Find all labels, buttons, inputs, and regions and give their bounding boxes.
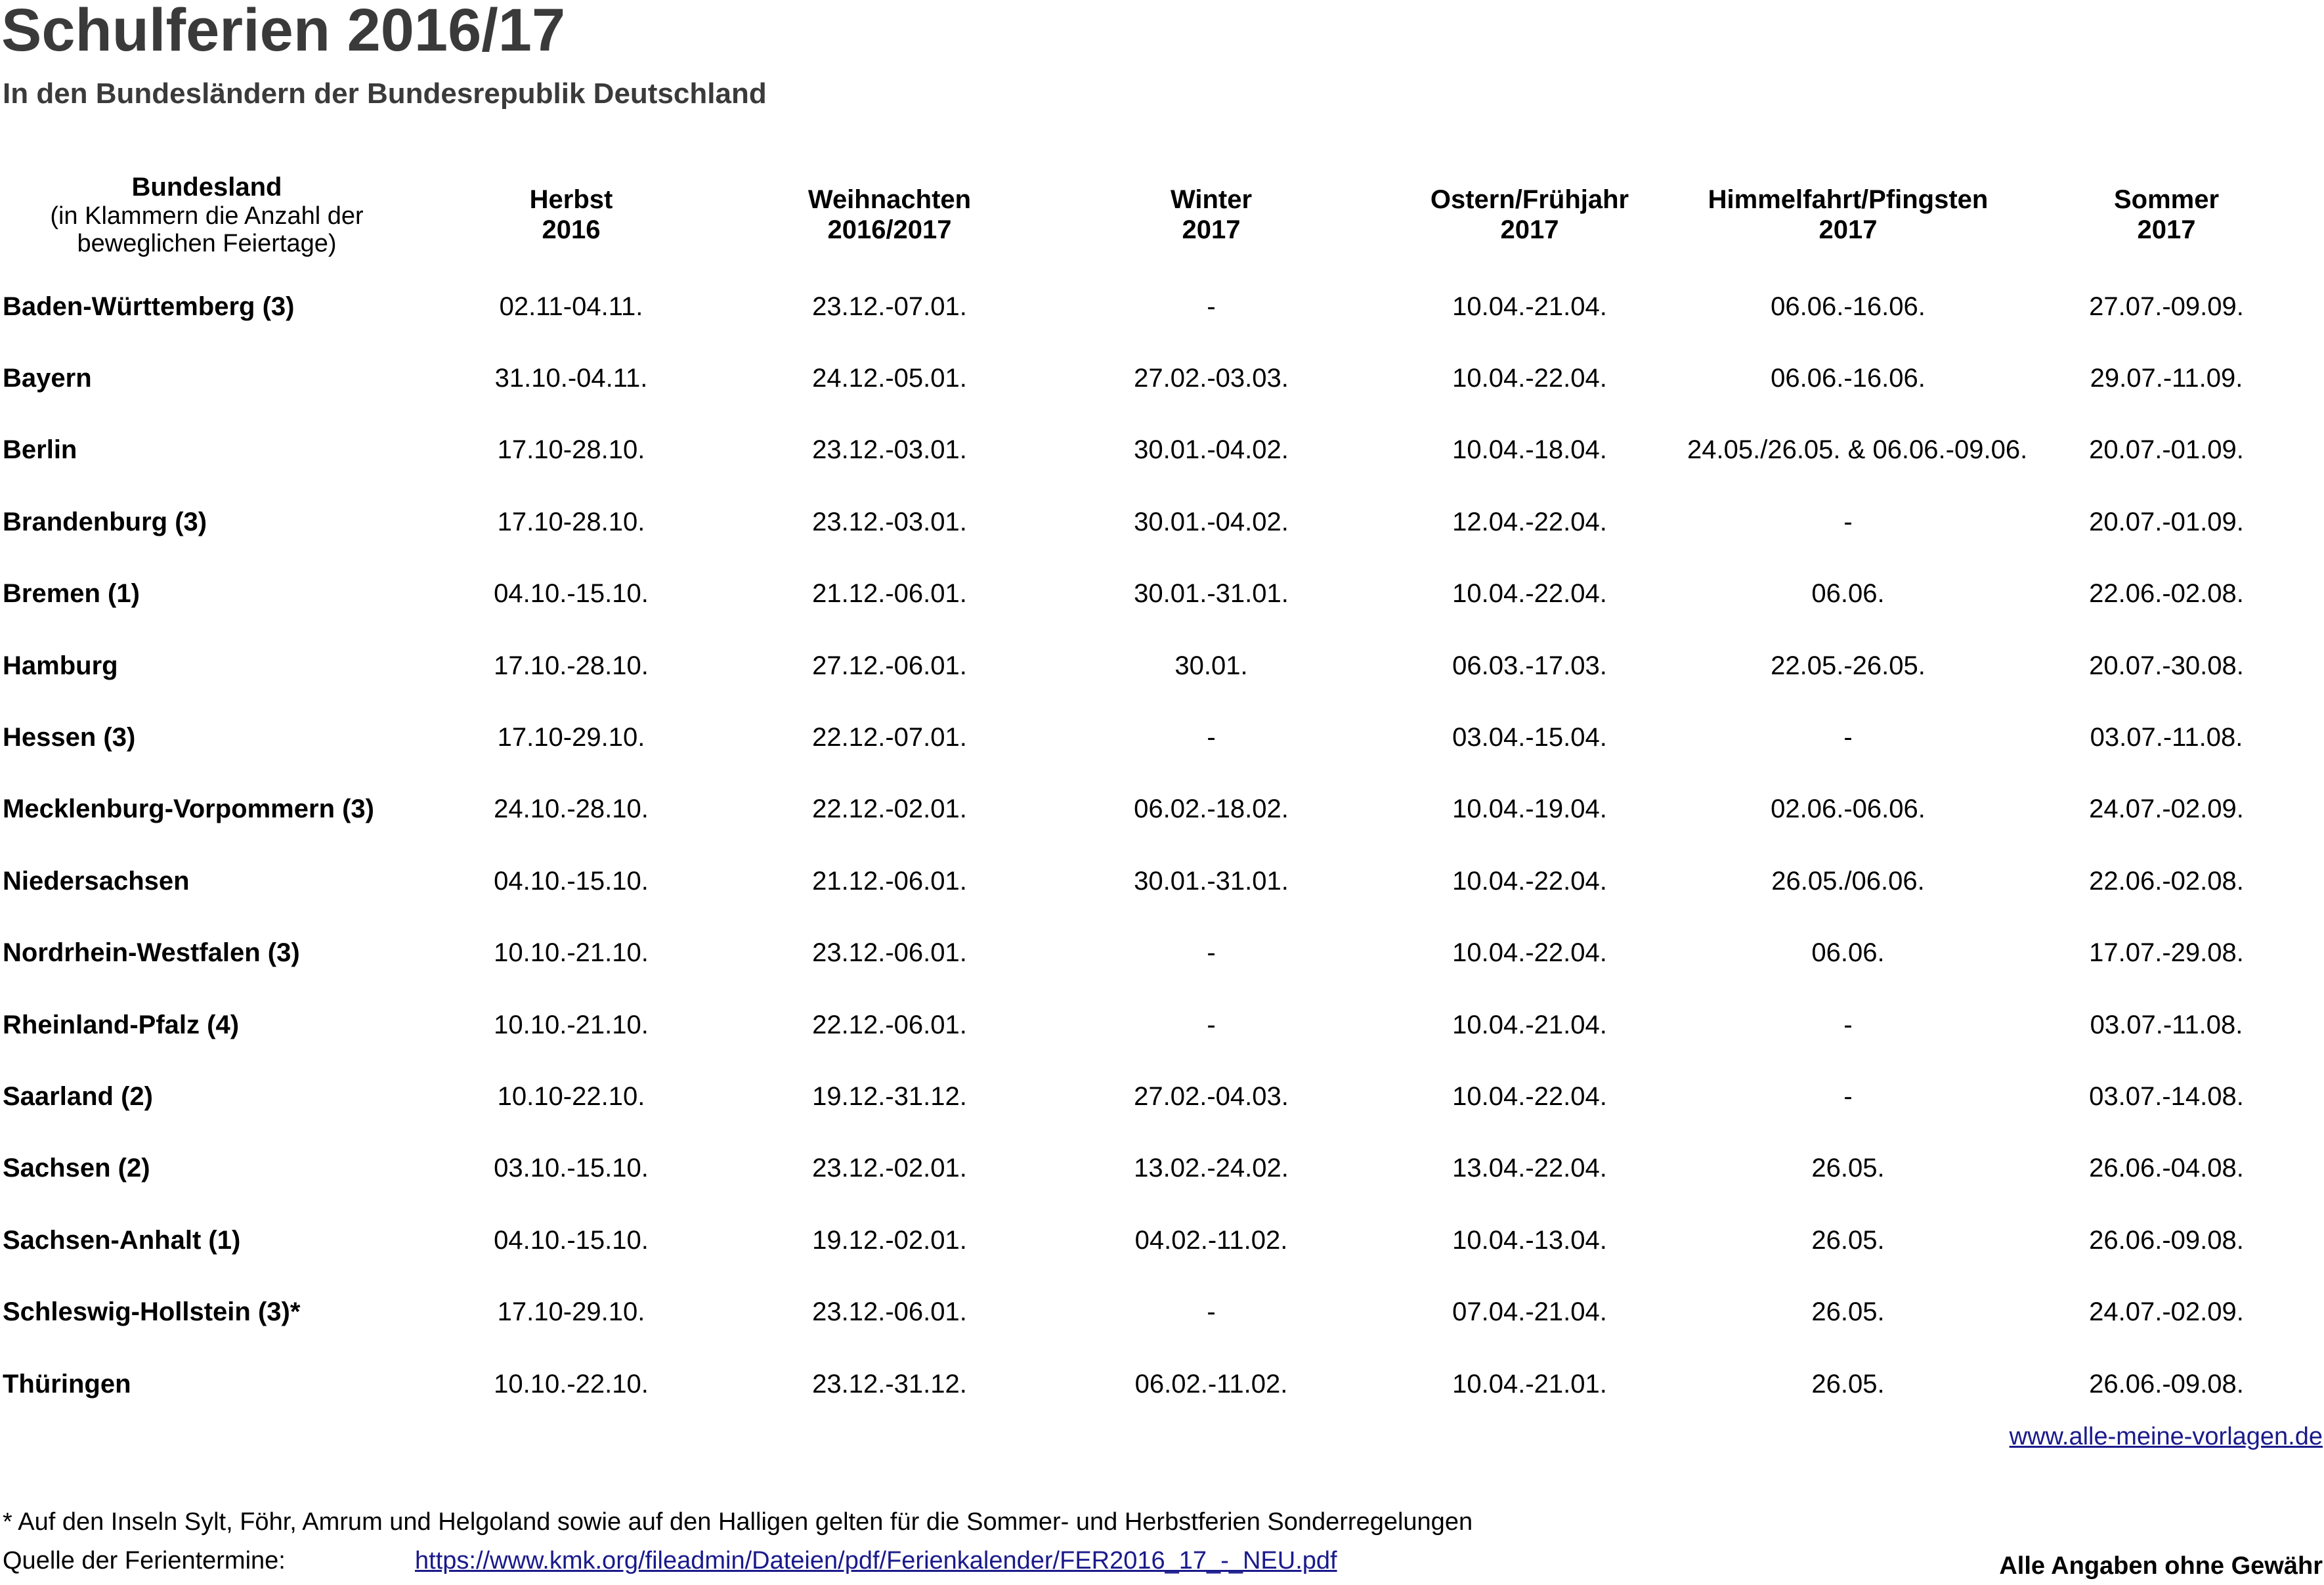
holiday-date-cell: 10.04.-21.04. — [1452, 1010, 1607, 1039]
holiday-date-cell: 22.06.-02.08. — [2089, 866, 2244, 896]
holiday-date-cell: 20.07.-30.08. — [2089, 651, 2244, 680]
holiday-date-cell: 03.04.-15.04. — [1452, 723, 1607, 752]
holiday-date-cell: 04.10.-15.10. — [494, 866, 649, 896]
holiday-date-cell: 10.04.-22.04. — [1452, 866, 1607, 896]
state-name: Brandenburg (3) — [3, 507, 207, 536]
state-name: Bremen (1) — [3, 579, 140, 609]
holiday-date-cell: 26.05. — [1811, 1225, 1885, 1255]
holiday-date-cell: 03.10.-15.10. — [494, 1154, 649, 1183]
header-sommer — [2009, 159, 2324, 271]
table-row — [0, 989, 2324, 1060]
holiday-date-cell: 03.07.-14.08. — [2089, 1081, 2244, 1111]
holiday-date-cell: - — [1843, 507, 1853, 536]
holiday-date-cell: 30.01.-31.01. — [1134, 866, 1289, 896]
holiday-date-cell: 13.02.-24.02. — [1134, 1154, 1289, 1183]
holiday-date-cell: 10.04.-13.04. — [1452, 1225, 1607, 1255]
table-row — [0, 486, 2324, 557]
page-title: Schulferien 2016/17 — [1, 0, 566, 64]
holiday-date-cell: - — [1207, 1297, 1216, 1327]
holiday-date-cell: 23.12.-07.01. — [812, 292, 967, 321]
holiday-date-cell: 10.04.-19.04. — [1452, 794, 1607, 824]
holiday-date-cell: 10.04.-22.04. — [1452, 938, 1607, 968]
holiday-date-cell: - — [1843, 723, 1853, 752]
holiday-date-cell: 10.10.-21.10. — [494, 938, 649, 968]
table-row — [0, 773, 2324, 845]
column-header-label: Bundesland — [131, 173, 282, 202]
column-header-label: Himmelfahrt/Pfingsten — [1708, 185, 1989, 214]
holiday-date-cell: 10.10-22.10. — [497, 1081, 645, 1111]
table-row — [0, 342, 2324, 414]
holiday-date-cell: 23.12.-03.01. — [812, 507, 967, 536]
holiday-date-cell: 04.10.-15.10. — [494, 579, 649, 609]
table-row — [0, 1060, 2324, 1132]
holiday-date-cell: 31.10.-04.11. — [494, 364, 648, 393]
column-header-sublabel: 2017 — [2137, 215, 2196, 244]
holiday-date-cell: 06.02.-11.02. — [1134, 1369, 1288, 1399]
header-weihnachten — [729, 159, 1050, 271]
column-header-sublabel: 2016 — [542, 215, 601, 244]
holiday-date-cell: 19.12.-02.01. — [812, 1225, 967, 1255]
holiday-date-cell: 26.06.-09.08. — [2089, 1225, 2244, 1255]
table-row — [0, 558, 2324, 630]
holiday-date-cell: 21.12.-06.01. — [812, 866, 967, 896]
holiday-date-cell: 26.05. — [1811, 1154, 1885, 1183]
holiday-date-cell: 20.07.-01.09. — [2089, 507, 2244, 536]
holiday-date-cell: 10.10.-22.10. — [494, 1369, 649, 1399]
holiday-date-cell: 07.04.-21.04. — [1452, 1297, 1607, 1327]
column-header-label: Ostern/Frühjahr — [1430, 185, 1629, 214]
state-name: Hessen (3) — [3, 723, 136, 752]
disclaimer: Alle Angaben ohne Gewähr — [1999, 1552, 2323, 1580]
state-name: Baden-Württemberg (3) — [3, 292, 295, 321]
table-row — [0, 1133, 2324, 1204]
table-row — [0, 917, 2324, 989]
holiday-date-cell: 06.03.-17.03. — [1452, 651, 1607, 680]
holiday-date-cell: 23.12.-03.01. — [812, 435, 967, 465]
holiday-date-cell: 22.06.-02.08. — [2089, 579, 2244, 609]
column-header-sublabel: 2017 — [1182, 215, 1241, 244]
holiday-date-cell: - — [1843, 1010, 1853, 1039]
state-name: Thüringen — [3, 1369, 131, 1399]
table-body — [0, 271, 2324, 1420]
state-name: Sachsen (2) — [3, 1154, 150, 1183]
holiday-date-cell: 30.01. — [1174, 651, 1248, 680]
holiday-date-cell: 10.04.-21.04. — [1452, 292, 1607, 321]
holiday-date-cell: 03.07.-11.08. — [2090, 723, 2243, 752]
table-row — [0, 271, 2324, 342]
state-name: Mecklenburg-Vorpommern (3) — [3, 794, 374, 824]
table-row — [0, 1204, 2324, 1276]
header-winter — [1050, 159, 1372, 271]
holiday-date-cell: 04.02.-11.02. — [1134, 1225, 1288, 1255]
holiday-date-cell: 10.04.-21.01. — [1452, 1369, 1607, 1399]
holiday-date-cell: 26.05./06.06. — [1771, 866, 1925, 896]
column-header-sublabel: 2017 — [1818, 215, 1878, 244]
source-link[interactable]: https://www.kmk.org/fileadmin/Dateien/pdf/Ferienkalender/FER2016_17_-_NEU.pdf — [415, 1547, 1337, 1574]
holiday-date-cell: - — [1843, 1081, 1853, 1111]
holiday-date-cell: 10.04.-22.04. — [1452, 364, 1607, 393]
holiday-date-cell: - — [1207, 723, 1216, 752]
state-name: Niedersachsen — [3, 866, 190, 896]
website-link[interactable]: www.alle-meine-vorlagen.de — [2009, 1423, 2323, 1450]
holiday-date-cell: 12.04.-22.04. — [1452, 507, 1607, 536]
table-row — [0, 630, 2324, 701]
holiday-date-cell: 22.12.-07.01. — [812, 723, 967, 752]
holiday-date-cell: 23.12.-31.12. — [812, 1369, 967, 1399]
holiday-date-cell: 22.12.-06.01. — [812, 1010, 967, 1039]
column-header-label: Herbst — [529, 185, 613, 214]
column-header-label: Winter — [1170, 185, 1253, 214]
table-row — [0, 701, 2324, 773]
holiday-date-cell: 24.12.-05.01. — [812, 364, 967, 393]
header-ostern — [1372, 159, 1687, 271]
holiday-date-cell: 27.02.-03.03. — [1134, 364, 1289, 393]
holiday-date-cell: 03.07.-11.08. — [2090, 1010, 2243, 1039]
state-name: Hamburg — [3, 651, 118, 680]
holiday-date-cell: 13.04.-22.04. — [1452, 1154, 1607, 1183]
holiday-date-cell: 20.07.-01.09. — [2089, 435, 2244, 465]
state-name: Rheinland-Pfalz (4) — [3, 1010, 240, 1039]
holiday-date-cell: 21.12.-06.01. — [812, 579, 967, 609]
holiday-date-cell: 06.02.-18.02. — [1134, 794, 1289, 824]
holiday-date-cell: 24.07.-02.09. — [2089, 794, 2244, 824]
state-name: Sachsen-Anhalt (1) — [3, 1225, 241, 1255]
holiday-date-cell: 24.07.-02.09. — [2089, 1297, 2244, 1327]
holiday-date-cell: 10.04.-18.04. — [1452, 435, 1607, 465]
holiday-date-cell: 17.10-28.10. — [497, 435, 645, 465]
state-name: Bayern — [3, 364, 92, 393]
holiday-date-cell: 02.06.-06.06. — [1771, 794, 1926, 824]
holiday-date-cell: 22.12.-02.01. — [812, 794, 967, 824]
holiday-date-cell: 17.07.-29.08. — [2089, 938, 2244, 968]
page-subtitle: In den Bundesländern der Bundesrepublik Deutschland — [3, 77, 767, 110]
holiday-table — [0, 159, 2324, 1420]
holiday-date-cell: 04.10.-15.10. — [494, 1225, 649, 1255]
header-herbst — [414, 159, 729, 271]
table-row — [0, 1348, 2324, 1420]
state-name: Saarland (2) — [3, 1081, 153, 1111]
holiday-date-cell: 02.11-04.11. — [499, 292, 643, 321]
holiday-date-cell: 30.01.-31.01. — [1134, 579, 1289, 609]
holiday-date-cell: 22.05.-26.05. — [1771, 651, 1926, 680]
holiday-date-cell: - — [1207, 1010, 1216, 1039]
holiday-date-cell: 17.10-28.10. — [497, 507, 645, 536]
holiday-date-cell: 06.06.-16.06. — [1771, 364, 1926, 393]
holiday-date-cell: 06.06.-16.06. — [1771, 292, 1926, 321]
holiday-date-cell: 06.06. — [1811, 938, 1885, 968]
source-label: Quelle der Ferientermine: — [3, 1547, 286, 1574]
holiday-date-cell: 23.12.-06.01. — [812, 938, 967, 968]
table-row — [0, 845, 2324, 917]
holiday-date-cell: 27.02.-04.03. — [1134, 1081, 1289, 1111]
holiday-date-cell: 10.04.-22.04. — [1452, 579, 1607, 609]
holiday-date-cell: 24.05./26.05. & 06.06.-09.06. — [1687, 435, 2028, 465]
column-header-sublabel: 2017 — [1500, 215, 1559, 244]
holiday-date-cell: 24.10.-28.10. — [494, 794, 649, 824]
holiday-date-cell: 30.01.-04.02. — [1134, 507, 1289, 536]
column-header-sublabel: (in Klammern die Anzahl der beweglichen Feiertage) — [50, 202, 364, 257]
column-header-label: Weihnachten — [807, 185, 972, 214]
state-name: Nordrhein-Westfalen (3) — [3, 938, 300, 968]
table-header — [0, 159, 2324, 271]
holiday-date-cell: 17.10.-28.10. — [494, 651, 649, 680]
holiday-date-cell: 26.06.-09.08. — [2089, 1369, 2244, 1399]
holiday-date-cell: 10.10.-21.10. — [494, 1010, 649, 1039]
header-pfingsten — [1687, 159, 2009, 271]
holiday-date-cell: 06.06. — [1811, 579, 1885, 609]
holiday-date-cell: 26.06.-04.08. — [2089, 1154, 2244, 1183]
holiday-date-cell: 29.07.-11.09. — [2090, 364, 2243, 393]
holiday-date-cell: 23.12.-02.01. — [812, 1154, 967, 1183]
holiday-date-cell: 23.12.-06.01. — [812, 1297, 967, 1327]
holiday-date-cell: 30.01.-04.02. — [1134, 435, 1289, 465]
table-row — [0, 1276, 2324, 1347]
header-row — [0, 159, 2324, 271]
footnote: * Auf den Inseln Sylt, Föhr, Amrum und Helgoland sowie auf den Halligen gelten für die Sommer- und Herbstferien Sonderregelungen — [3, 1508, 1473, 1536]
holiday-date-cell: 26.05. — [1811, 1369, 1885, 1399]
holiday-date-cell: 19.12.-31.12. — [812, 1081, 967, 1111]
state-name: Berlin — [3, 435, 77, 465]
holiday-date-cell: 27.07.-09.09. — [2089, 292, 2244, 321]
holiday-date-cell: 26.05. — [1811, 1297, 1885, 1327]
holiday-date-cell: 10.04.-22.04. — [1452, 1081, 1607, 1111]
holiday-date-cell: 17.10-29.10. — [497, 723, 645, 752]
column-header-sublabel: 2016/2017 — [827, 215, 952, 244]
table-row — [0, 414, 2324, 486]
header-bundesland — [0, 159, 414, 271]
column-header-label: Sommer — [2113, 185, 2220, 214]
holiday-date-cell: 17.10-29.10. — [497, 1297, 645, 1327]
holiday-date-cell: - — [1207, 938, 1216, 968]
state-name: Schleswig-Hollstein (3)* — [3, 1297, 301, 1327]
holiday-date-cell: - — [1207, 292, 1216, 321]
holiday-date-cell: 27.12.-06.01. — [812, 651, 967, 680]
